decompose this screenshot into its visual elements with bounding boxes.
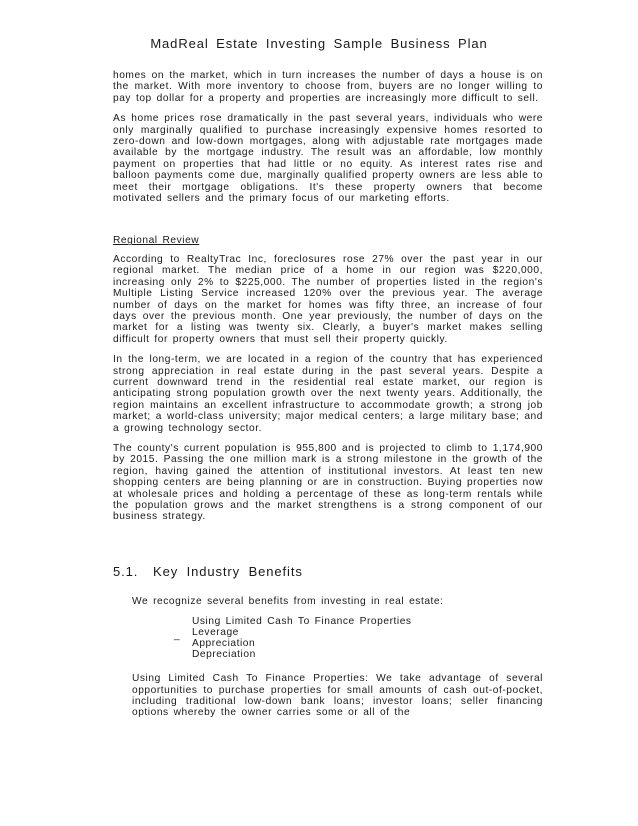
benefits-detail-paragraph: Using Limited Cash To Finance Properties: We take advantage of several opportunities to purchase properties for small amounts of cash out-of-pocket, including traditional low-down bank loans; investor loans; seller financing options whereby the owner carries some or all of the [132, 673, 543, 719]
benefits-list [174, 616, 543, 661]
list-item: Using Limited Cash To Finance Properties [192, 616, 412, 628]
intro-paragraph-1: homes on the market, which in turn increases the number of days a house is on the market. With more inventory to choose from, buyers are no longer willing to pay top dollar for a property and properties are increasingly more difficult to sell. [113, 70, 543, 104]
regional-paragraph-2: In the long-term, we are located in a region of the country that has experienced strong appreciation in real estate during in the past several years. Despite a current downward trend in the residential real estate market, our region is anticipating strong population growth over the next twenty years. Additionally, the region maintains an excellent infrastructure to accommodate growth; a strong job market; a world-class university; major medical centers; a large military base; and a growing technology sector. [113, 354, 543, 434]
regional-paragraph-1: According to RealtyTrac Inc, foreclosures rose 27% over the past year in our regional market. The median price of a home in our region was $220,000, increasing only 2% to $225,000. The number of properties listed in the region's Multiple Listing Service increased 120% over the previous year. The average number of days on the market for homes was fifty three, an increase of four days over the previous month. One year previously, the number of days on the market for a listing was twenty six. Clearly, a buyer's market makes selling difficult for property owners that must sell their property quickly. [113, 253, 543, 345]
regional-paragraph-3: The county's current population is 955,800 and is projected to climb to 1,174,900 by 2015. Passing the one million mark is a strong milestone in the growth of the region, having gained the attention of institutional investors. At least ten new shopping centers are being planning or are in construction. Buying properties now at wholesale prices and holding a percentage of these as long-term rentals while the population grows and the market strengthens is a strong component of our business strategy. [113, 442, 543, 523]
page-header-title: MadReal Estate Investing Sample Business Plan [150, 36, 488, 51]
section-number: 5.1. [113, 563, 139, 579]
bullet-icon: _ [174, 630, 181, 642]
intro-paragraph-2: As home prices rose dramatically in the past several years, individuals who were only marginally qualified to purchase increasingly expensive homes resorted to zero-down and low-down mortgages, along with adjustable rate mortgages made available by the mortgage industry. The result was an affordable, low monthly payment on properties that had little or no equity. As interest rates rise and balloon payments come due, marginally qualified property owners are less able to meet their mortgage obligations. It's these property owners that become motivated sellers and the primary focus of our marketing efforts. [113, 113, 543, 205]
section-body [113, 596, 543, 719]
list-item: Appreciation [192, 638, 256, 650]
regional-review-heading: Regional Review [113, 235, 200, 247]
section-title: Key Industry Benefits [153, 563, 303, 579]
benefits-intro: We recognize several benefits from investing in real estate: [132, 595, 444, 607]
section-spacer [113, 213, 543, 235]
document-body [113, 70, 543, 728]
list-item: Leverage [192, 627, 239, 639]
list-item: Depreciation [192, 649, 256, 661]
section-heading [113, 564, 543, 580]
